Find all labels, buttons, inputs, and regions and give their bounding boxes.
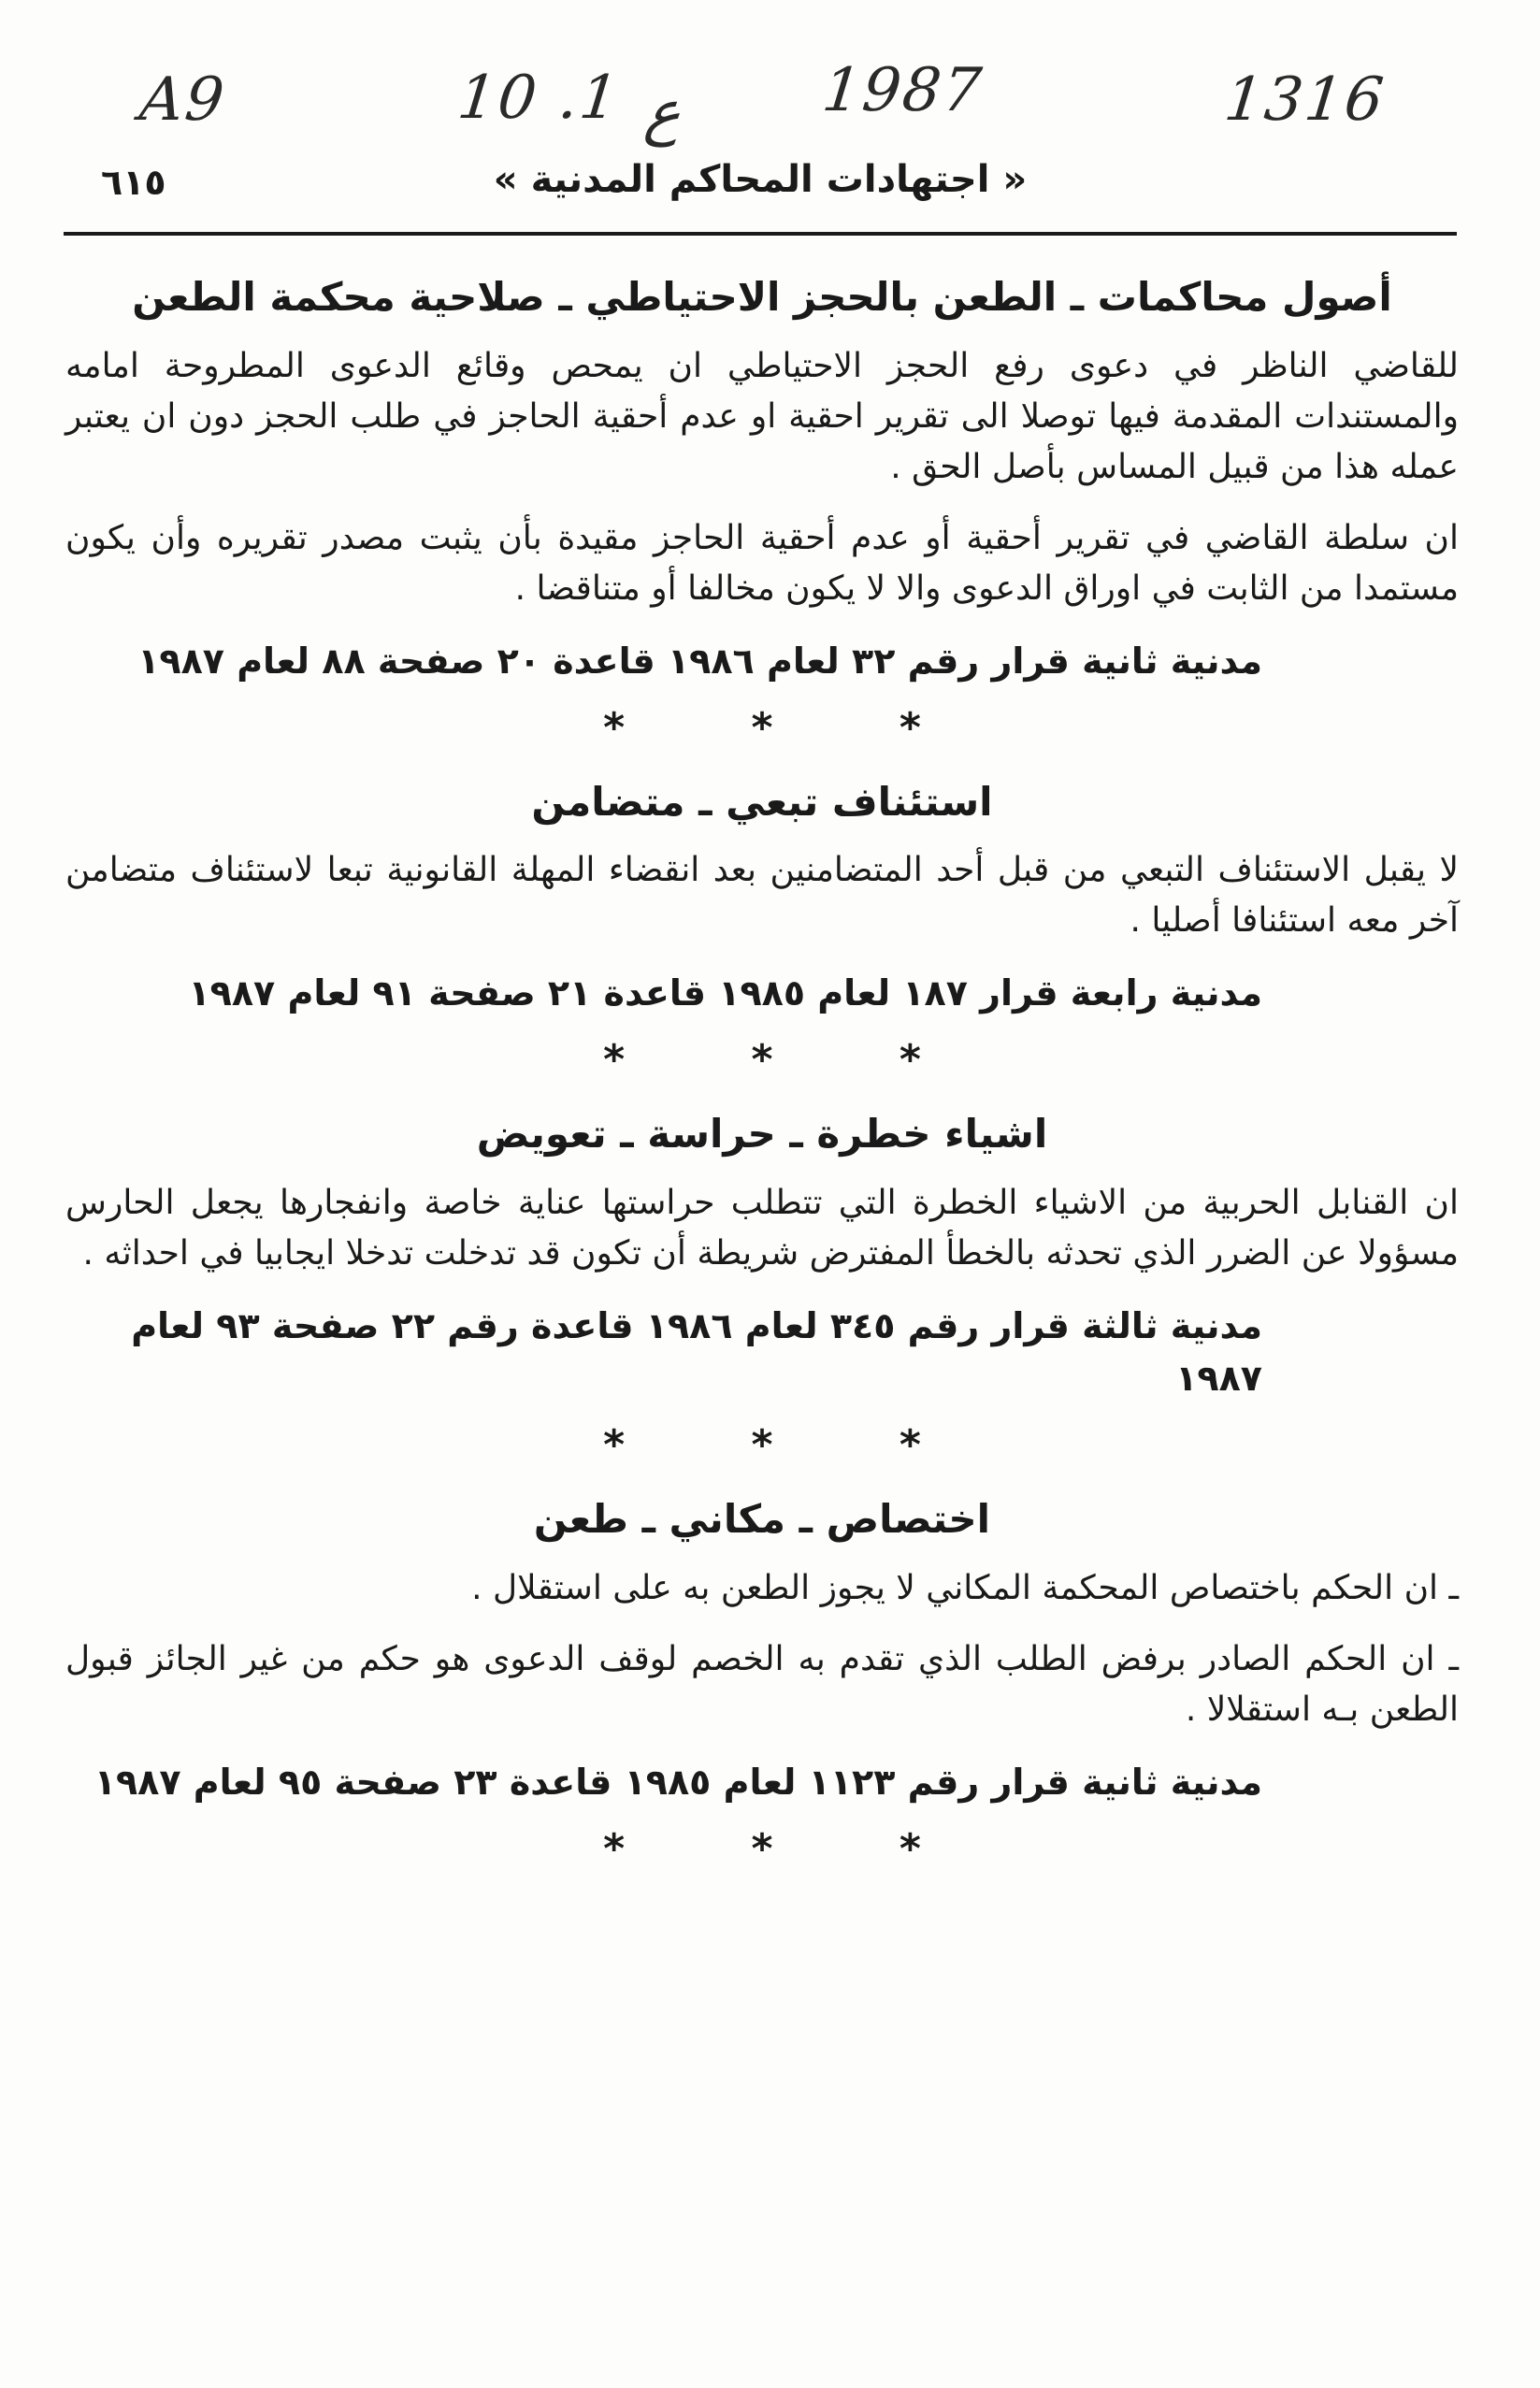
ruling-section [65, 1493, 1459, 1873]
page-number: ٦١٥ [101, 162, 166, 203]
asterisk-separator: * * * [603, 703, 977, 752]
section-title: استئناف تبعي ـ متضامن [531, 778, 993, 825]
handwritten-note: A9 [137, 65, 229, 135]
case-citation: مدنية ثانية قرار رقم ١١٢٣ لعام ١٩٨٥ قاعدة ٢٣ صفحة ٩٥ لعام ١٩٨٧ [94, 1761, 1262, 1803]
section-title: اختصاص ـ مكاني ـ طعن [533, 1496, 991, 1543]
handwritten-note: 1987 [819, 56, 986, 125]
section-title: أصول محاكمات ـ الطعن بالحجز الاحتياطي ـ صلاحية محكمة الطعن [132, 274, 1392, 320]
case-citation: مدنية ثالثة قرار رقم ٣٤٥ لعام ١٩٨٦ قاعدة رقم ٢٢ صفحة ٩٣ لعام ١٩٨٧ [131, 1305, 1262, 1400]
handwritten-note: 1316 [1221, 65, 1389, 135]
page-content [65, 271, 1459, 1897]
handwritten-note: ع [641, 79, 685, 148]
case-citation: مدنية ثانية قرار رقم ٣٢ لعام ١٩٨٦ قاعدة ٢٠ صفحة ٨٨ لعام ١٩٨٧ [137, 640, 1262, 682]
handwritten-annotations [0, 56, 1540, 159]
handwritten-note: 10 .1 [454, 64, 624, 133]
section-title: اشياء خطرة ـ حراسة ـ تعويض [476, 1111, 1048, 1158]
ruling-section [65, 271, 1459, 752]
journal-title: « اجتهادات المحاكم المدنية » [493, 158, 1028, 201]
header-divider [64, 232, 1457, 236]
case-citation: مدنية رابعة قرار ١٨٧ لعام ١٩٨٥ قاعدة ٢١ صفحة ٩١ لعام ١٩٨٧ [188, 972, 1262, 1014]
ruling-paragraph: ان سلطة القاضي في تقرير أحقية أو عدم أحقية الحاجز مقيدة بأن يثبت مصدر تقريره وأن يكون مستمدا من الثابت في اوراق الدعوى والا لا يكون مخالفا أو متناقضا . [65, 518, 1459, 608]
ruling-section [65, 776, 1459, 1085]
ruling-paragraph: للقاضي الناظر في دعوى رفع الحجز الاحتياطي ان يمحص وقائع الدعوى المطروحة امامه والمستندات المقدمة فيها توصلا الى تقرير احقية او عدم أحقية الحاجز في طلب الحجز دون ان يعتبر عمله هذا من قبيل المساس بأصل الحق . [65, 346, 1459, 486]
ruling-paragraph: ان القنابل الحربية من الاشياء الخطرة التي تتطلب حراستها عناية خاصة وانفجارها يجعل الحارس مسؤولا عن الضرر الذي تحدثه بالخطأ المفترض شريطة أن تكون قد تدخلت تدخلا ايجابيا في احداثه . [65, 1184, 1459, 1273]
running-header [64, 154, 1457, 220]
asterisk-separator: * * * [603, 1421, 977, 1470]
asterisk-separator: * * * [603, 1036, 977, 1085]
asterisk-separator: * * * [603, 1824, 977, 1873]
ruling-paragraph: ـ ان الحكم الصادر برفض الطلب الذي تقدم به الخصم لوقف الدعوى هو حكم من غير الجائز قبول الطعن بـه استقلالا . [65, 1639, 1459, 1729]
ruling-section [65, 1108, 1459, 1469]
ruling-paragraph: لا يقبل الاستئناف التبعي من قبل أحد المتضامنين بعد انقضاء المهلة القانونية تبعا لاستئناف متضامن آخر معه استئنافا أصليا . [65, 851, 1459, 941]
ruling-paragraph: ـ ان الحكم باختصاص المحكمة المكاني لا يجوز الطعن به على استقلال . [471, 1568, 1459, 1607]
